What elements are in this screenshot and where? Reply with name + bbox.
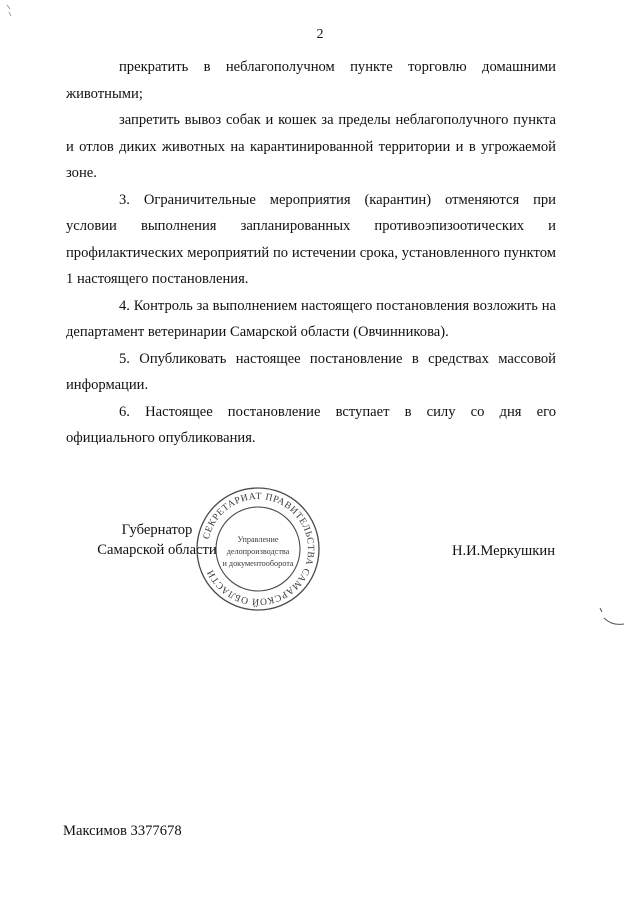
paragraph: 4. Контроль за выполнением настоящего постановления возложить на департамент ветеринарии Самарской области (Овчинникова). [66,297,556,340]
scan-artifact [6,4,18,18]
signatory-title-line1: Губернатор [121,522,193,538]
paragraph: 3. Ограничительные мероприятия (карантин) отменяются при условии выполнения запланированных противоэпизоотических и профилактических мероприятий по истечении срока, установленного пунктом 1 настоящего постановления. [66,191,556,287]
stamp-center-line3: и документооборота [222,559,294,568]
document-body [66,54,556,452]
stamp-ring-text: СЕКРЕТАРИАТ ПРАВИТЕЛЬСТВА САМАРСКОЙ ОБЛАСТИ [201,490,317,608]
paragraph: прекратить в неблагополучном пункте торговлю домашними животными; [66,59,556,102]
document-author: Максимов 3377678 [63,823,182,839]
stamp-center-line2: делопроизводства [226,547,290,556]
stamp-center-line1: Управление [237,535,279,544]
scan-artifact [598,606,626,628]
paragraph: 5. Опубликовать настоящее постановление в средствах массовой информации. [66,350,556,393]
paragraph: 6. Настоящее постановление вступает в силу со дня его официального опубликования. [66,403,556,446]
paragraph: запретить вывоз собак и кошек за пределы неблагополучного пункта и отлов диких животных на карантинированной территории и в угрожаемой зоне. [66,112,556,181]
signatory-title-line2: Самарской области [97,542,217,558]
page-number: 2 [316,27,324,42]
signatory-name: Н.И.Меркушкин [451,543,555,559]
official-stamp [195,486,321,612]
